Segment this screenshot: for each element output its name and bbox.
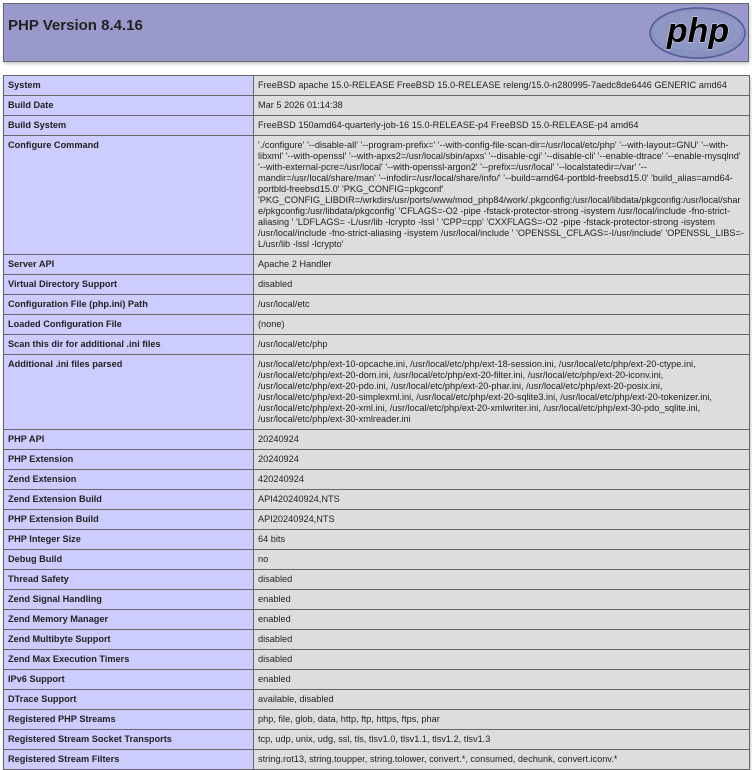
row-value: API20240924,NTS bbox=[254, 510, 750, 530]
row-label: Zend Max Execution Timers bbox=[4, 650, 254, 670]
table-row bbox=[4, 510, 750, 530]
table-row bbox=[4, 610, 750, 630]
table-row bbox=[4, 490, 750, 510]
table-row bbox=[4, 275, 750, 295]
table-row bbox=[4, 255, 750, 275]
row-label: PHP Extension bbox=[4, 450, 254, 470]
php-logo[interactable] bbox=[649, 7, 746, 59]
page-header bbox=[3, 3, 749, 62]
table-row bbox=[4, 530, 750, 550]
row-value: API420240924,NTS bbox=[254, 490, 750, 510]
table-row bbox=[4, 116, 750, 136]
row-label: Scan this dir for additional .ini files bbox=[4, 335, 254, 355]
table-row bbox=[4, 430, 750, 450]
row-value: enabled bbox=[254, 610, 750, 630]
row-value: no bbox=[254, 550, 750, 570]
row-value: disabled bbox=[254, 650, 750, 670]
row-value: enabled bbox=[254, 670, 750, 690]
row-label: Zend Extension Build bbox=[4, 490, 254, 510]
row-label: Build Date bbox=[4, 96, 254, 116]
table-row bbox=[4, 590, 750, 610]
table-row bbox=[4, 76, 750, 96]
row-label: Debug Build bbox=[4, 550, 254, 570]
row-label: Additional .ini files parsed bbox=[4, 355, 254, 430]
row-value: 420240924 bbox=[254, 470, 750, 490]
row-value: enabled bbox=[254, 590, 750, 610]
row-value: Mar 5 2026 01:14:38 bbox=[254, 96, 750, 116]
table-row bbox=[4, 710, 750, 730]
table-row bbox=[4, 730, 750, 750]
row-value: 20240924 bbox=[254, 430, 750, 450]
table-row bbox=[4, 630, 750, 650]
row-value: disabled bbox=[254, 275, 750, 295]
row-label: Virtual Directory Support bbox=[4, 275, 254, 295]
page-title: PHP Version 8.4.16 bbox=[8, 17, 143, 34]
table-row bbox=[4, 295, 750, 315]
row-label: Build System bbox=[4, 116, 254, 136]
row-label: Zend Extension bbox=[4, 470, 254, 490]
table-row bbox=[4, 570, 750, 590]
row-label: System bbox=[4, 76, 254, 96]
row-label: Zend Memory Manager bbox=[4, 610, 254, 630]
row-value: /usr/local/etc/php bbox=[254, 335, 750, 355]
table-row bbox=[4, 335, 750, 355]
table-row bbox=[4, 315, 750, 335]
row-value: './configure' '--disable-all' '--program-prefix=' '--with-config-file-scan-dir=/usr/local/etc/php' '--with-layout=GNU' '--with-libxml' '--with-openssl' '--with-apxs2=/usr/local/sbin/apxs' '--disable-cgi' '--disable-cli' '--enable-dtrace' '--enable-mysqlnd' '--with-external-pcre=/usr/local' '--with-openssl-argon2' '--prefix=/usr/local' '--localstatedir=/var' '--mandir=/usr/local/share/man' '--infodir=/usr/local/share/info/' '--build=amd64-portbld-freebsd15.0' 'build_alias=amd64-portbld-freebsd15.0' 'PKG_CONFIG=pkgconf' 'PKG_CONFIG_LIBDIR=/wrkdirs/usr/ports/www/mod_php84/work/.pkgconfig:/usr/local/libdata/pkgconfig:/usr/local/share/pkgconfig:/usr/libdata/pkgconfig' 'CFLAGS=-O2 -pipe -fstack-protector-strong -isystem /usr/local/include -fno-strict-aliasing ' 'LDFLAGS= -L/usr/lib -lcrypto -lssl ' 'CPP=cpp' 'CXXFLAGS=-O2 -pipe -fstack-protector-strong -isystem /usr/local/include -fno-strict-aliasing -isystem /usr/local/include ' 'OPENSSL_CFLAGS=-I/usr/include' 'OPENSSL_LIBS=-L/usr/lib -lssl -lcrypto' bbox=[254, 136, 750, 255]
row-label: PHP Integer Size bbox=[4, 530, 254, 550]
php-info-table bbox=[3, 75, 750, 770]
table-row bbox=[4, 355, 750, 430]
row-value: available, disabled bbox=[254, 690, 750, 710]
row-label: DTrace Support bbox=[4, 690, 254, 710]
row-label: Zend Multibyte Support bbox=[4, 630, 254, 650]
table-row bbox=[4, 650, 750, 670]
row-label: Loaded Configuration File bbox=[4, 315, 254, 335]
row-label: Registered Stream Socket Transports bbox=[4, 730, 254, 750]
row-value: 20240924 bbox=[254, 450, 750, 470]
row-label: IPv6 Support bbox=[4, 670, 254, 690]
table-row bbox=[4, 750, 750, 770]
row-value: disabled bbox=[254, 570, 750, 590]
row-label: PHP API bbox=[4, 430, 254, 450]
row-value: /usr/local/etc bbox=[254, 295, 750, 315]
row-value: FreeBSD apache 15.0-RELEASE FreeBSD 15.0-RELEASE releng/15.0-n280995-7aedc8de6446 GENERIC amd64 bbox=[254, 76, 750, 96]
table-row bbox=[4, 450, 750, 470]
table-row bbox=[4, 550, 750, 570]
row-value: 64 bits bbox=[254, 530, 750, 550]
table-row bbox=[4, 670, 750, 690]
row-label: Server API bbox=[4, 255, 254, 275]
php-logo-text: php bbox=[666, 12, 730, 50]
row-label: Thread Safety bbox=[4, 570, 254, 590]
table-row bbox=[4, 136, 750, 255]
row-label: Registered Stream Filters bbox=[4, 750, 254, 770]
row-value: FreeBSD 150amd64-quarterly-job-16 15.0-RELEASE-p4 FreeBSD 15.0-RELEASE-p4 amd64 bbox=[254, 116, 750, 136]
row-label: PHP Extension Build bbox=[4, 510, 254, 530]
row-label: Zend Signal Handling bbox=[4, 590, 254, 610]
row-value: tcp, udp, unix, udg, ssl, tls, tlsv1.0, tlsv1.1, tlsv1.2, tlsv1.3 bbox=[254, 730, 750, 750]
row-value: disabled bbox=[254, 630, 750, 650]
table-row bbox=[4, 690, 750, 710]
table-row bbox=[4, 96, 750, 116]
row-value: php, file, glob, data, http, ftp, https, ftps, phar bbox=[254, 710, 750, 730]
row-value: Apache 2 Handler bbox=[254, 255, 750, 275]
row-label: Configuration File (php.ini) Path bbox=[4, 295, 254, 315]
row-value: /usr/local/etc/php/ext-10-opcache.ini, /usr/local/etc/php/ext-18-session.ini, /usr/local/etc/php/ext-20-ctype.ini, /usr/local/etc/php/ext-20-dom.ini, /usr/local/etc/php/ext-20-filter.ini, /usr/local/etc/php/ext-20-iconv.ini, /usr/local/etc/php/ext-20-pdo.ini, /usr/local/etc/php/ext-20-phar.ini, /usr/local/etc/php/ext-20-posix.ini, /usr/local/etc/php/ext-20-simplexml.ini, /usr/local/etc/php/ext-20-sqlite3.ini, /usr/local/etc/php/ext-20-tokenizer.ini, /usr/local/etc/php/ext-20-xml.ini, /usr/local/etc/php/ext-20-xmlwriter.ini, /usr/local/etc/php/ext-30-pdo_sqlite.ini, /usr/local/etc/php/ext-30-xmlreader.ini bbox=[254, 355, 750, 430]
php-info-table-body bbox=[4, 76, 750, 770]
row-label: Registered PHP Streams bbox=[4, 710, 254, 730]
row-value: (none) bbox=[254, 315, 750, 335]
row-label: Configure Command bbox=[4, 136, 254, 255]
row-value: string.rot13, string.toupper, string.tolower, convert.*, consumed, dechunk, convert.iconv.* bbox=[254, 750, 750, 770]
table-row bbox=[4, 470, 750, 490]
